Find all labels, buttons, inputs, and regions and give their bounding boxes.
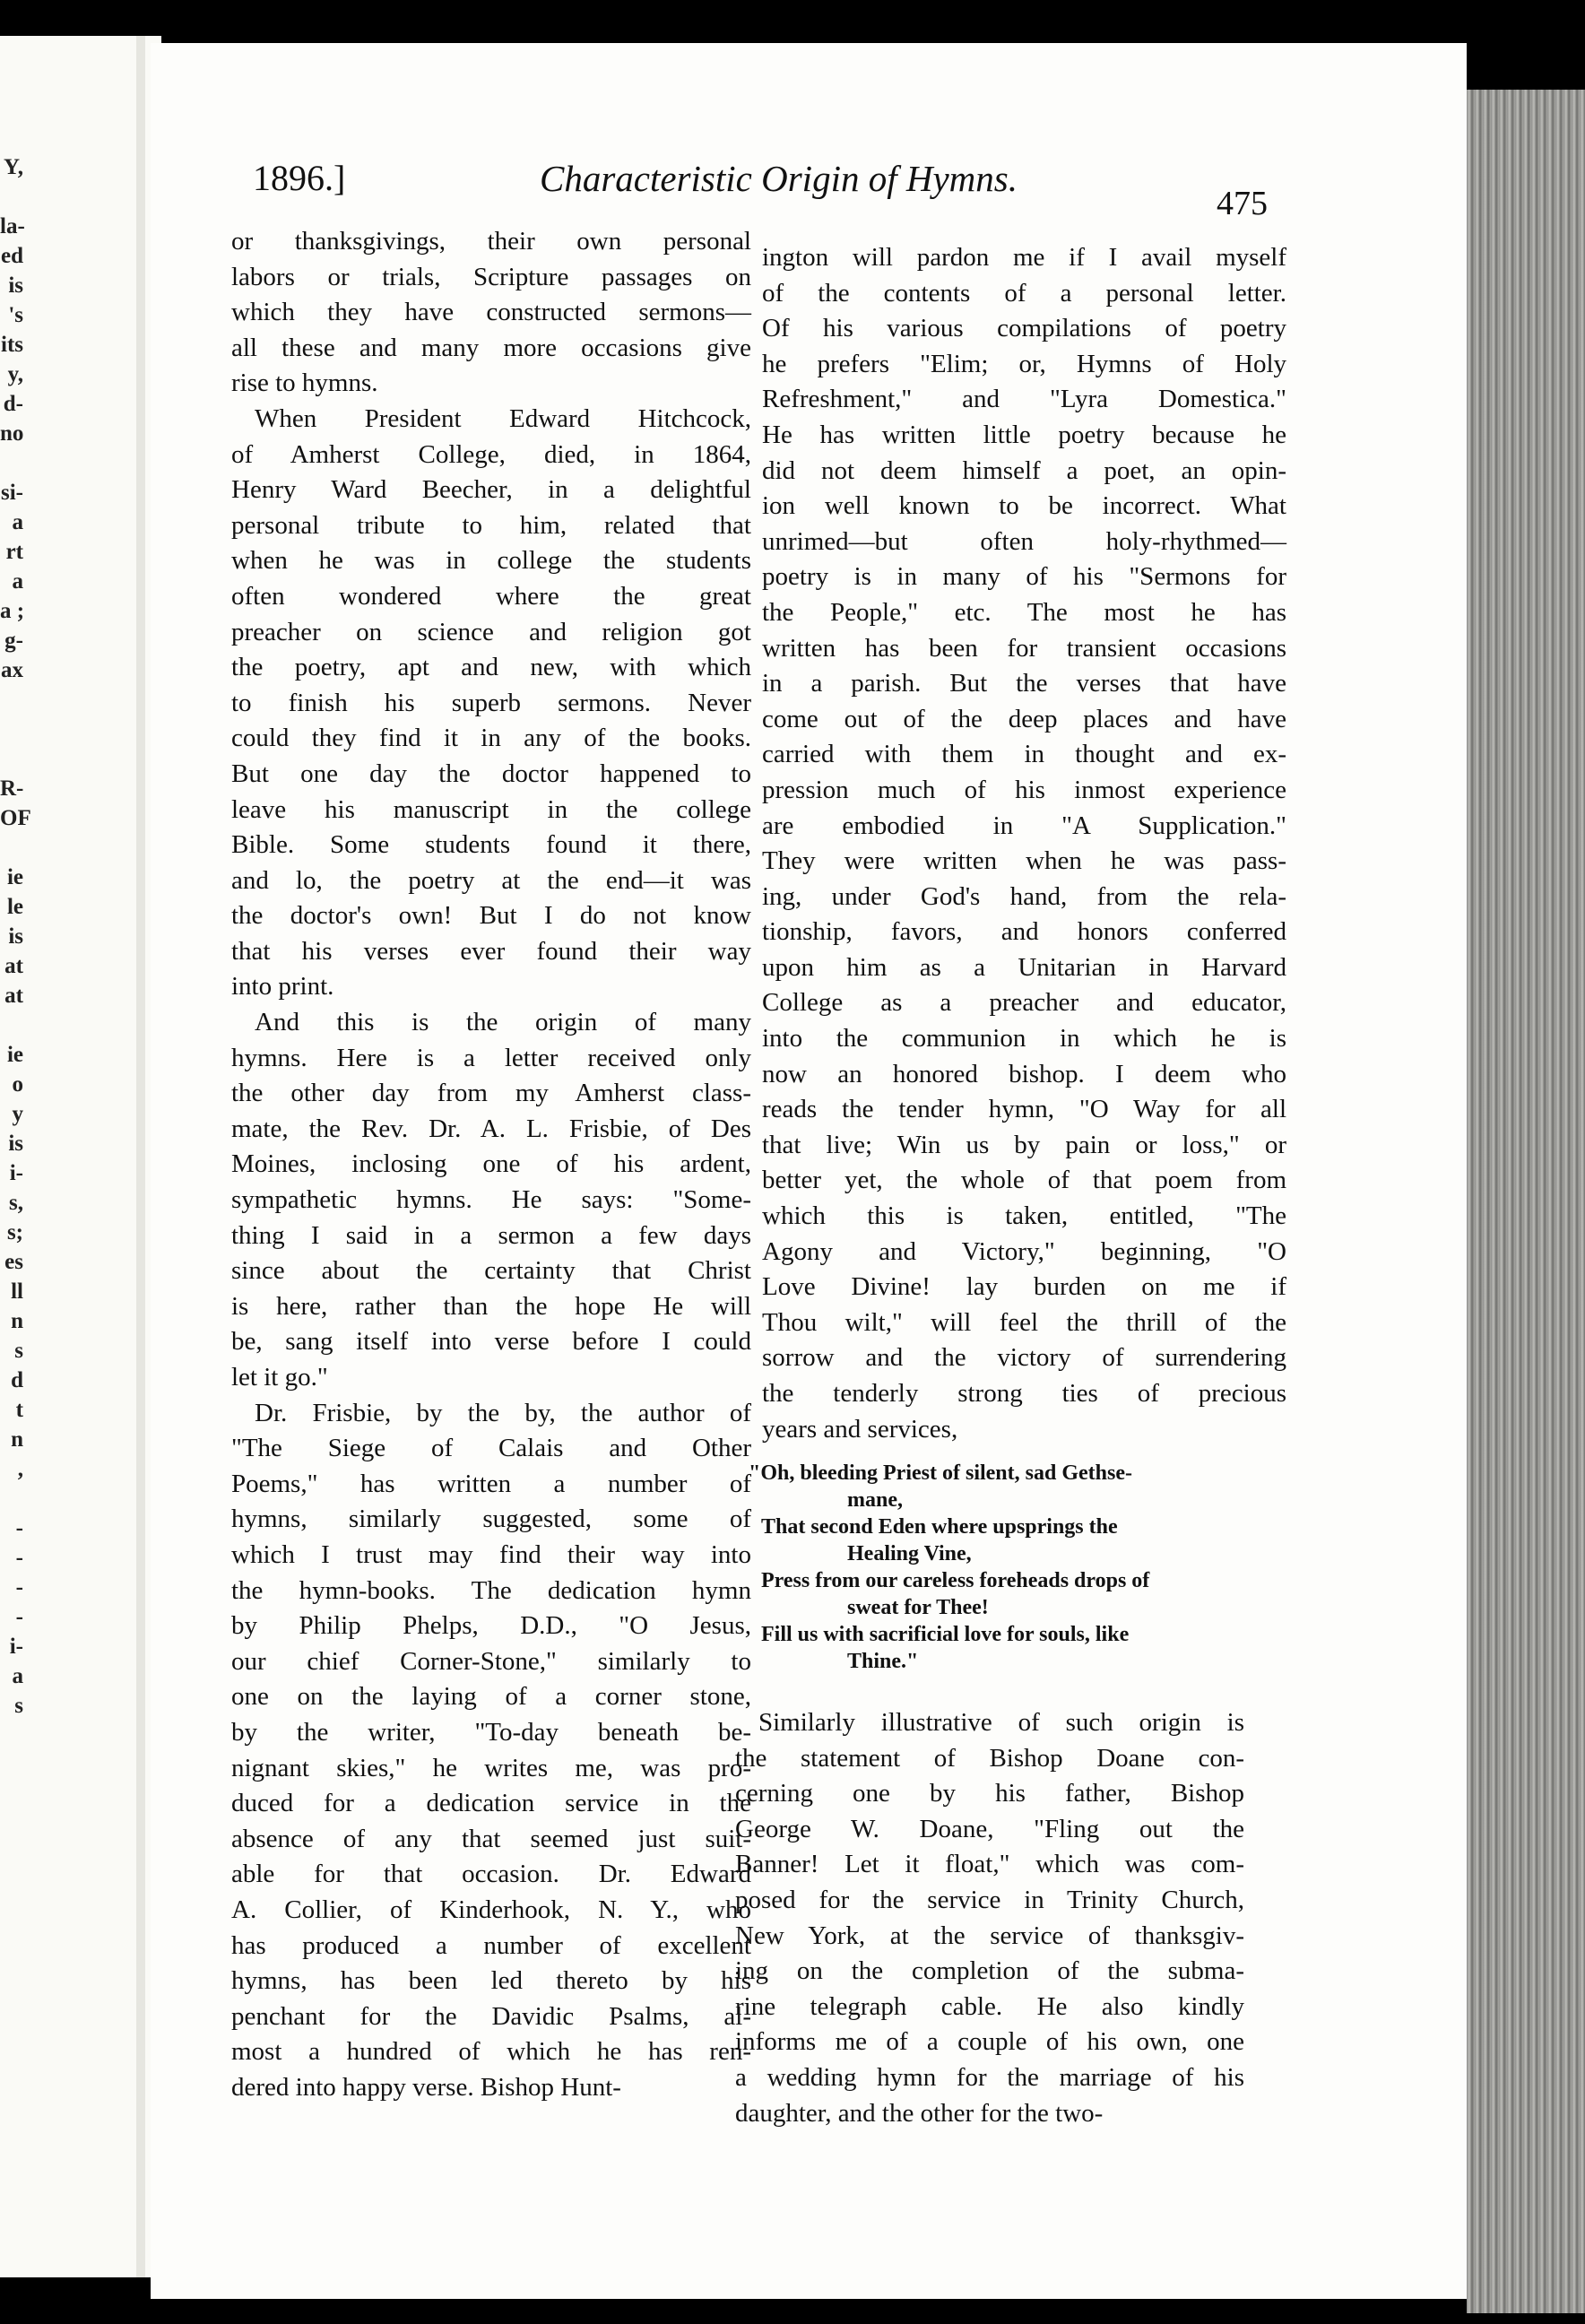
page-number: 475 <box>1217 185 1268 222</box>
text-line: by the writer, "To-day beneath be- <box>231 1717 751 1747</box>
text-line: the statement of Bishop Doane con- <box>735 1743 1244 1773</box>
header-title: Characteristic Origin of Hymns. <box>540 158 1018 199</box>
left-page-fragment <box>0 833 23 863</box>
left-page-fragment: n <box>11 1309 23 1333</box>
left-page-fragment: s, <box>9 1191 23 1215</box>
text-line: duced for a dedication service in the <box>231 1789 751 1818</box>
text-line: posed for the service in Trinity Church, <box>735 1885 1244 1914</box>
text-line: the tenderly strong ties of precious <box>762 1379 1286 1408</box>
text-line: Of his various compilations of poetry <box>762 314 1286 343</box>
text-line: and lo, the poetry at the end—it was <box>231 865 751 895</box>
text-line: sympathetic hymns. He says: "Some- <box>231 1185 751 1215</box>
left-page-fragment: - <box>15 1546 23 1570</box>
text-line: carried with them in thought and ex- <box>762 740 1286 769</box>
left-page-fragment <box>0 685 23 715</box>
left-page-fragment: ax <box>1 658 23 682</box>
left-page-fragment: s <box>14 1339 23 1363</box>
left-page-fragment <box>0 1010 23 1040</box>
right-text-column-continued <box>735 1705 1244 2131</box>
quote-line: Healing Vine, <box>847 1542 972 1565</box>
text-line: of Amherst College, died, in 1864, <box>231 439 751 469</box>
left-page-fragment: o <box>12 1072 23 1097</box>
text-line: the other day from my Amherst class- <box>231 1079 751 1108</box>
text-line: rine telegraph cable. He also kindly <box>735 1991 1244 2021</box>
text-line: informs me of a couple of his own, one <box>735 2027 1244 2057</box>
left-page-fragment: is <box>8 273 23 298</box>
text-line: are embodied in "A Supplication." <box>762 811 1286 840</box>
text-line: a wedding hymn for the marriage of his <box>735 2062 1244 2092</box>
text-line: thing I said in a sermon a few days <box>231 1220 751 1250</box>
text-line: unrimed—but often holy-rhythmed— <box>762 526 1286 556</box>
text-line: that his verses ever found their way <box>231 936 751 966</box>
text-line: Agony and Victory," beginning, "O <box>762 1236 1286 1266</box>
text-line: Henry Ward Beecher, in a delightful <box>231 475 751 505</box>
left-page-fragment <box>0 182 23 212</box>
left-page-fragment: ie <box>6 1043 23 1067</box>
quote-line: That second Eden where upsprings the <box>761 1515 1118 1539</box>
text-line: ing, under God's hand, from the rela- <box>762 881 1286 911</box>
left-page-fragment: 's <box>8 303 23 327</box>
text-line: one on the laying of a corner stone, <box>231 1682 751 1712</box>
left-page-fragment <box>0 744 23 774</box>
quote-line: Fill us with sacrificial love for souls, like <box>761 1623 1130 1646</box>
left-page-fragment: n <box>11 1427 23 1452</box>
text-line: leave his manuscript in the college <box>231 794 751 824</box>
text-line: or thanksgivings, their own personal <box>231 227 751 256</box>
text-line: by Philip Phelps, D.D., "O Jesus, <box>231 1611 751 1641</box>
left-page-fragment: Y, <box>3 155 23 179</box>
text-line: Thou wilt," will feel the thrill of the <box>762 1307 1286 1337</box>
text-line: But one day the doctor happened to <box>231 759 751 788</box>
left-page-fragment: OF <box>0 806 31 830</box>
text-line: all these and many more occasions give <box>231 333 751 362</box>
text-line: When President Edward Hitchcock, <box>255 403 751 433</box>
left-page-fragment: at <box>4 954 23 978</box>
text-line: come out of the deep places and have <box>762 704 1286 733</box>
left-page-fragment <box>0 715 23 744</box>
text-line: into the communion in which he is <box>762 1024 1286 1054</box>
left-page-fragment: t <box>15 1398 23 1422</box>
left-page-fragment: a <box>12 510 23 534</box>
left-page-fragment: s <box>14 1694 23 1718</box>
text-line: be, sang itself into verse before I could <box>231 1327 751 1357</box>
text-line: written has been for transient occasions <box>762 633 1286 663</box>
text-line: tionship, favors, and honors conferred <box>762 917 1286 947</box>
text-line: daughter, and the other for the two- <box>735 2098 1104 2128</box>
text-line: in a parish. But the verses that have <box>762 669 1286 698</box>
left-page-fragment: i- <box>9 1161 23 1185</box>
quote-line: Press from our careless foreheads drops of <box>761 1569 1150 1592</box>
text-line: that live; Win us by pain or loss," or <box>762 1130 1286 1159</box>
text-line: And this is the origin of many <box>255 1008 751 1037</box>
left-page-fragment: , <box>17 1457 23 1481</box>
text-line: did not deem himself a poet, an opin- <box>762 455 1286 485</box>
text-line: Moines, inclosing one of his ardent, <box>231 1149 751 1179</box>
text-line: the People," etc. The most he has <box>762 597 1286 627</box>
text-line: when he was in college the students <box>231 546 751 576</box>
left-page-fragment: d- <box>3 392 23 416</box>
left-page-fragment: - <box>15 1516 23 1540</box>
text-line: dered into happy verse. Bishop Hunt- <box>231 2072 621 2102</box>
left-page-fragment: - <box>15 1605 23 1629</box>
text-line: the hymn-books. The dedication hymn <box>231 1575 751 1605</box>
text-line: reads the tender hymn, "O Way for all <box>762 1095 1286 1124</box>
text-line: Love Divine! lay burden on me if <box>762 1272 1286 1302</box>
text-line: Similarly illustrative of such origin is <box>758 1708 1244 1737</box>
left-text-column <box>231 224 751 2105</box>
left-page-fragment: is <box>8 1132 23 1156</box>
text-line: hymns, has been led thereto by his <box>231 1966 751 1996</box>
text-line: most a hundred of which he has ren- <box>231 2037 751 2067</box>
text-line: He has written little poetry because he <box>762 420 1286 449</box>
text-line: New York, at the service of thanksgiv- <box>735 1921 1244 1950</box>
text-line: he prefers "Elim; or, Hymns of Holy <box>762 349 1286 378</box>
book-page-edges <box>1467 90 1585 2313</box>
quote-line: mane, <box>847 1488 903 1512</box>
text-line: now an honored bishop. I deem who <box>762 1059 1286 1088</box>
text-line: sorrow and the victory of surrendering <box>762 1343 1286 1373</box>
text-line: nignant skies," he writes me, was pro- <box>231 1753 751 1782</box>
text-line: pression much of his inmost experience <box>762 775 1286 804</box>
right-text-column <box>762 240 1286 1447</box>
text-line: cerning one by his father, Bishop <box>735 1779 1244 1808</box>
text-line: personal tribute to him, related that <box>231 510 751 540</box>
text-line: A. Collier, of Kinderhook, N. Y., who <box>231 1895 751 1924</box>
text-line: Refreshment," and "Lyra Domestica." <box>762 385 1286 414</box>
left-page-fragment: si- <box>1 481 23 505</box>
text-line: Bible. Some students found it there, <box>231 830 751 860</box>
text-line: hymns. Here is a letter received only <box>231 1043 751 1072</box>
text-line: which they have constructed sermons— <box>231 298 751 327</box>
text-line: Dr. Frisbie, by the by, the author of <box>255 1398 751 1427</box>
left-page-text-fragments <box>0 152 31 1721</box>
left-page-fragment: R- <box>0 776 24 801</box>
left-page-fragment: at <box>4 984 23 1008</box>
text-line: the doctor's own! But I do not know <box>231 901 751 931</box>
text-line: "The Siege of Calais and Other <box>231 1434 751 1463</box>
left-page-fragment: a <box>12 1664 23 1688</box>
text-line: has produced a number of excellent <box>231 1930 751 1960</box>
text-line: into print. <box>231 972 334 1002</box>
text-line: could they find it in any of the books. <box>231 724 751 753</box>
left-page-fragment: y, <box>7 362 23 386</box>
text-line: rise to hymns. <box>231 369 378 398</box>
text-line: since about the certainty that Christ <box>231 1256 751 1286</box>
left-page-fragment <box>0 1484 23 1513</box>
left-page-fragment: ll <box>11 1279 23 1304</box>
text-line: upon him as a Unitarian in Harvard <box>762 952 1286 982</box>
left-page-fragment: - <box>15 1575 23 1600</box>
text-line: often wondered where the great <box>231 581 751 611</box>
hymn-quotation <box>749 1460 1251 1675</box>
text-line: George W. Doane, "Fling out the <box>735 1814 1244 1843</box>
left-page-fragment: a ; <box>0 599 25 623</box>
text-line: which I trust may find their way into <box>231 1539 751 1569</box>
text-line: years and services, <box>762 1414 958 1444</box>
quote-line: Thine." <box>847 1650 919 1673</box>
text-line: better yet, the whole of that poem from <box>762 1166 1286 1195</box>
left-page-fragment: d <box>11 1368 23 1392</box>
left-page-fragment: no <box>0 421 24 446</box>
left-page-fragment: its <box>1 333 23 357</box>
text-line: of the contents of a personal letter. <box>762 278 1286 308</box>
text-line: College as a preacher and educator, <box>762 988 1286 1018</box>
text-line: hymns, similarly suggested, some of <box>231 1505 751 1534</box>
text-line: absence of any that seemed just suit- <box>231 1824 751 1853</box>
left-page-fragment: is <box>8 924 23 949</box>
text-line: They were written when he was pass- <box>762 846 1286 876</box>
text-line: able for that occasion. Dr. Edward <box>231 1860 751 1889</box>
running-header <box>253 157 1284 220</box>
text-line: penchant for the Davidic Psalms, al- <box>231 2001 751 2031</box>
text-line: poetry is in many of his "Sermons for <box>762 562 1286 592</box>
text-line: is here, rather than the hope He will <box>231 1291 751 1321</box>
text-line: let it go." <box>231 1363 328 1392</box>
left-page-fragment: i- <box>9 1635 23 1659</box>
text-line: the poetry, apt and new, with which <box>231 653 751 682</box>
left-page-fragment: la- <box>0 214 25 238</box>
text-line: which this is taken, entitled, "The <box>762 1201 1286 1231</box>
book-gutter <box>136 36 145 2277</box>
text-line: Poems," has written a number of <box>231 1469 751 1498</box>
text-line: labors or trials, Scripture passages on <box>231 262 751 291</box>
quote-line: sweat for Thee! <box>847 1596 989 1619</box>
text-line: preacher on science and religion got <box>231 617 751 646</box>
left-page-fragment: a <box>12 569 23 594</box>
text-line: to finish his superb sermons. Never <box>231 688 751 717</box>
left-page-fragment: ie <box>6 865 23 889</box>
left-page-fragment: ed <box>1 244 23 268</box>
text-line: our chief Corner-Stone," similarly to <box>231 1646 751 1676</box>
text-line: ington will pardon me if I avail myself <box>762 243 1286 272</box>
text-line: mate, the Rev. Dr. A. L. Frisbie, of Des <box>231 1114 751 1143</box>
text-line: ing on the completion of the subma- <box>735 1956 1244 1986</box>
quote-line: "Oh, bleeding Priest of silent, sad Gethse- <box>749 1461 1132 1485</box>
left-page-fragment: es <box>4 1250 23 1274</box>
left-page-fragment <box>0 448 23 478</box>
left-page-fragment: rt <box>5 540 23 564</box>
left-page-fragment: le <box>6 895 23 919</box>
text-line: ion well known to be incorrect. What <box>762 491 1286 521</box>
left-page-fragment: s; <box>6 1220 23 1244</box>
header-year: 1896.] <box>253 158 346 198</box>
left-page-fragment: g- <box>4 629 23 653</box>
left-page-fragment: y <box>12 1102 23 1126</box>
text-line: Banner! Let it float," which was com- <box>735 1850 1244 1879</box>
